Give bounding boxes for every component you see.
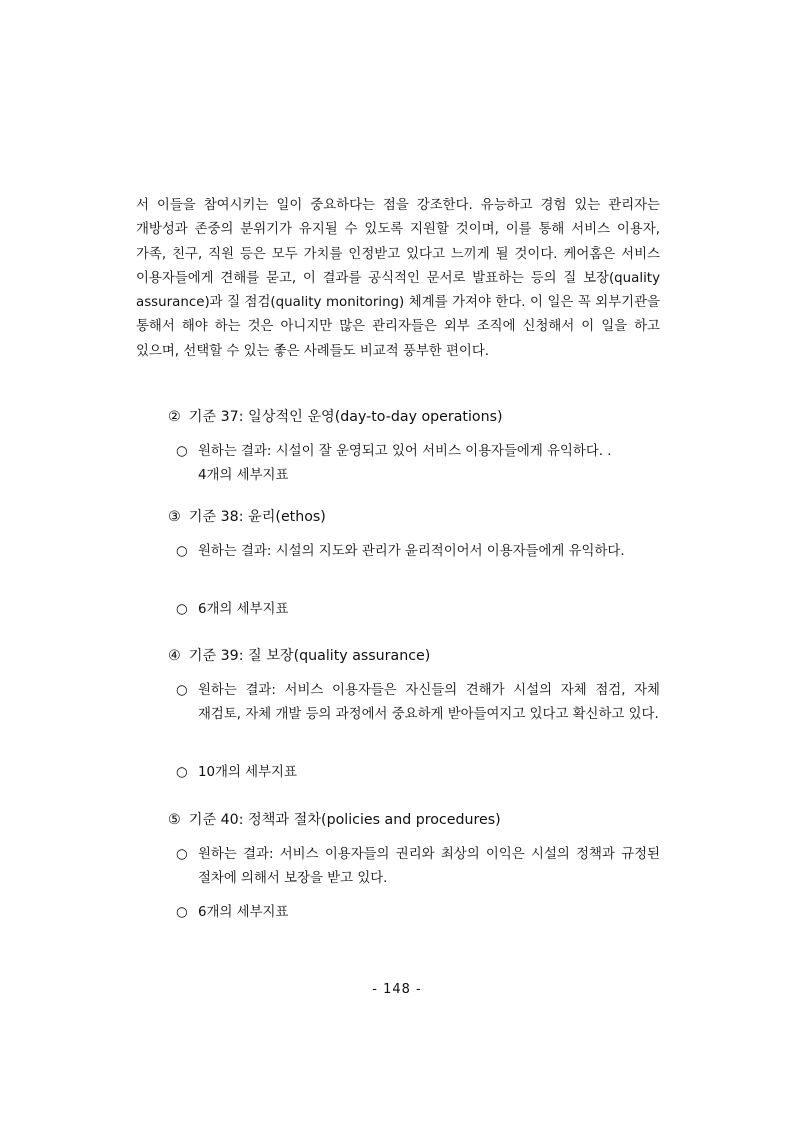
circled-number-5: ⑤ — [168, 812, 181, 828]
standard-37-indicators: 4개의 세부지표 — [198, 468, 289, 484]
standard-37-outcome — [176, 440, 660, 489]
circled-number-4: ④ — [168, 648, 181, 664]
bullet-icon: ○ — [176, 847, 188, 862]
standard-40-title: 기준 40: 정책과 절차(policies and procedures) — [188, 812, 501, 828]
standard-37-outcome-text: 원하는 결과: 시설이 잘 운영되고 있어 서비스 이용자들에게 유익하다. . — [198, 444, 612, 459]
bullet-icon: ○ — [176, 683, 188, 698]
standard-39-outcome — [176, 679, 660, 728]
standard-40-indicators-text: 6개의 세부지표 — [198, 905, 289, 920]
standard-38-title: 기준 38: 윤리(ethos) — [188, 509, 326, 525]
standard-39-heading — [168, 644, 430, 668]
standard-40-outcome-text: 원하는 결과: 서비스 이용자들의 권리와 최상의 이익은 시설의 정책과 규정된 절차에 의해서 보장을 받고 있다. — [198, 847, 660, 887]
body-paragraph: 서 이들을 참여시키는 일이 중요하다는 점을 강조한다. 유능하고 경험 있는 관리자는 개방성과 존중의 분위기가 유지될 수 있도록 지원할 것이며, 이를 통해 서비스 이용자, 가족, 친구, 직원 등은 모두 가치를 인정받고 있다고 느끼게 될 것이다. 케어홈은 서비스 이용자들에게 견해를 묻고, 이 결과를 공식적인 문서로 발표하는 등의 질 보장(quality assurance)과 질 점검(quality monitoring) 체계를 가져야 한다. 이 일은 꼭 외부기관을 통해서 해야 하는 것은 아니지만 많은 관리자들은 외부 조직에 신청해서 이 일을 하고 있으며, 선택할 수 있는 좋은 사례들도 비교적 풍부한 편이다. — [136, 198, 660, 359]
standard-37-title: 기준 37: 일상적인 운영(day-to-day operations) — [188, 409, 503, 425]
standard-39-outcome-text: 원하는 결과: 서비스 이용자들은 자신들의 견해가 시설의 자체 점검, 자체 재검토, 자체 개발 등의 과정에서 중요하게 받아들여지고 있다고 확신하고 있다. — [198, 683, 660, 723]
bullet-icon: ○ — [176, 602, 188, 617]
bullet-icon: ○ — [176, 444, 188, 459]
standard-38-indicators-text: 6개의 세부지표 — [198, 602, 289, 617]
bullet-icon: ○ — [176, 765, 188, 780]
circled-number-2: ② — [168, 409, 181, 425]
bullet-icon: ○ — [176, 905, 188, 920]
standard-38-outcome — [176, 540, 660, 564]
circled-number-3: ③ — [168, 509, 181, 525]
standard-38-indicators — [176, 598, 660, 622]
standard-39-title: 기준 39: 질 보장(quality assurance) — [188, 648, 431, 664]
standard-40-outcome — [176, 843, 660, 892]
standard-38-heading — [168, 505, 326, 529]
standard-39-indicators-text: 10개의 세부지표 — [198, 765, 297, 780]
standard-38-outcome-text: 원하는 결과: 시설의 지도와 관리가 윤리적이어서 이용자들에게 유익하다. — [198, 544, 625, 559]
standard-39-indicators — [176, 761, 660, 785]
page-number: - 148 - — [372, 982, 422, 997]
standard-40-indicators — [176, 901, 660, 925]
standard-37-heading — [168, 405, 503, 429]
standard-40-heading — [168, 808, 501, 832]
bullet-icon: ○ — [176, 544, 188, 559]
